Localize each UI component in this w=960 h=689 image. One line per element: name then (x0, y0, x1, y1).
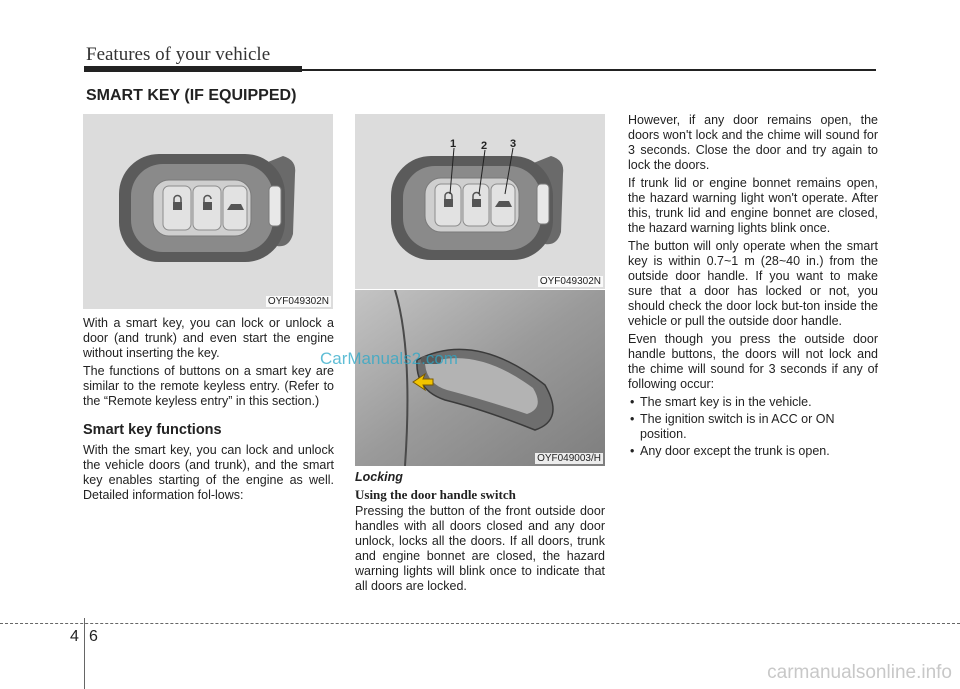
section-title: SMART KEY (IF EQUIPPED) (86, 87, 297, 104)
list-item: • The smart key is in the vehicle. (628, 395, 878, 410)
paragraph: If trunk lid or engine bonnet remains open, the hazard warning light won't operate. After this, trunk lid and engine bonnet are closed, the hazard warning lights blink once. (628, 176, 878, 235)
door-handle-figure (355, 290, 605, 466)
paragraph: However, if any door remains open, the doors won't lock and the chime will sound for 3 seconds. Close the door and try again to lock the doors. (628, 113, 878, 172)
smart-key-callout-figure (355, 114, 605, 289)
subheading-door-handle-switch: Using the door handle switch (355, 487, 516, 502)
paragraph: The button will only operate when the smart key is within 0.7~1 m (28~40 in.) from the outside door handle. If you want to make sure that a door has locked or not, you should check the door lock but-ton inside the vehicle or pull the outside door handle. (628, 239, 878, 328)
callout-label-3: 3 (510, 138, 517, 150)
column-middle (355, 470, 605, 597)
page-section-number: 4 (70, 628, 79, 645)
page-number: 6 (89, 628, 98, 645)
footer-vertical-divider (84, 618, 85, 689)
heading-locking: Locking (355, 470, 403, 484)
paragraph: With a smart key, you can lock or unlock a door (and trunk) and even start the engine without inserting the key. (83, 316, 334, 360)
figure-caption: OYF049302N (267, 296, 329, 307)
list-item: • The ignition switch is in ACC or ON position. (628, 412, 878, 442)
header-title: Features of your vehicle (86, 44, 271, 65)
smart-key-figure (83, 114, 333, 309)
site-watermark: carmanualsonline.info (767, 662, 952, 683)
paragraph: Pressing the button of the front outside door handles with all doors closed and any door unlock, locks all the doors. If all doors, trunk and engine bonnet are closed, the hazard warning lights will blink once to indicate that all doors are locked. (355, 504, 605, 593)
figure-caption: OYF049302N (539, 276, 601, 287)
smart-key-callout-illustration (355, 114, 605, 289)
watermark: CarManuals2.com (320, 349, 458, 368)
figure-caption: OYF049003/H (537, 453, 601, 464)
subheading-smart-key-functions: Smart key functions (83, 422, 222, 438)
header-bar-thin (302, 69, 876, 71)
header-bar-thick (84, 66, 302, 72)
column-right (628, 113, 878, 461)
column-left (83, 316, 334, 506)
paragraph: The functions of buttons on a smart key are similar to the remote keyless entry. (Refer to the “Remote keyless entry” in this section.) (83, 364, 334, 408)
condition-list (628, 395, 878, 459)
paragraph: With the smart key, you can lock and unlock the vehicle doors (and trunk), and the smart key enables starting of the engine as well. Detailed information fol-lows: (83, 443, 334, 502)
door-handle-illustration (355, 290, 605, 466)
smart-key-illustration (83, 114, 333, 309)
callout-label-2: 2 (481, 140, 488, 152)
callout-label-1: 1 (450, 138, 457, 150)
list-item: • Any door except the trunk is open. (628, 444, 878, 459)
paragraph: Even though you press the outside door handle buttons, the doors will not lock and the chime will sound for 3 seconds if any of following occur: (628, 332, 878, 391)
footer-divider (0, 623, 960, 624)
